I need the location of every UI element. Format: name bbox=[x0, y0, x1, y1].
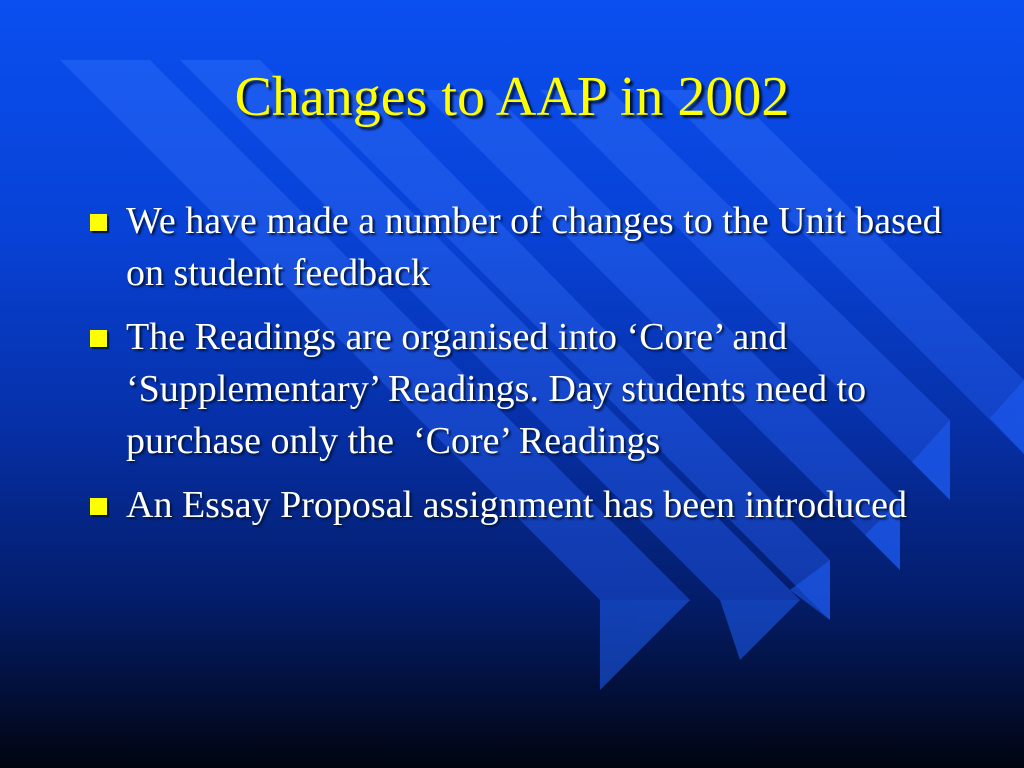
bullet-item bbox=[88, 311, 968, 467]
slide-title: Changes to AAP in 2002 bbox=[234, 66, 790, 128]
bullet-item bbox=[88, 479, 968, 531]
square-bullet-icon bbox=[90, 214, 107, 231]
bullet-text: The Readings are organised into ‘Core’ and ‘Supplementary’ Readings. Day students need to purchase only the ‘Core’ Readings bbox=[126, 316, 876, 462]
bullet-list bbox=[88, 195, 968, 543]
square-bullet-icon bbox=[90, 498, 107, 515]
bullet-text: We have made a number of changes to the Unit based on student feedback bbox=[126, 200, 952, 294]
diamond-tip bbox=[600, 600, 690, 690]
diamond-tip bbox=[720, 600, 800, 660]
bullet-text: An Essay Proposal assignment has been introduced bbox=[126, 484, 907, 526]
square-bullet-icon bbox=[90, 330, 107, 347]
bullet-item bbox=[88, 195, 968, 299]
